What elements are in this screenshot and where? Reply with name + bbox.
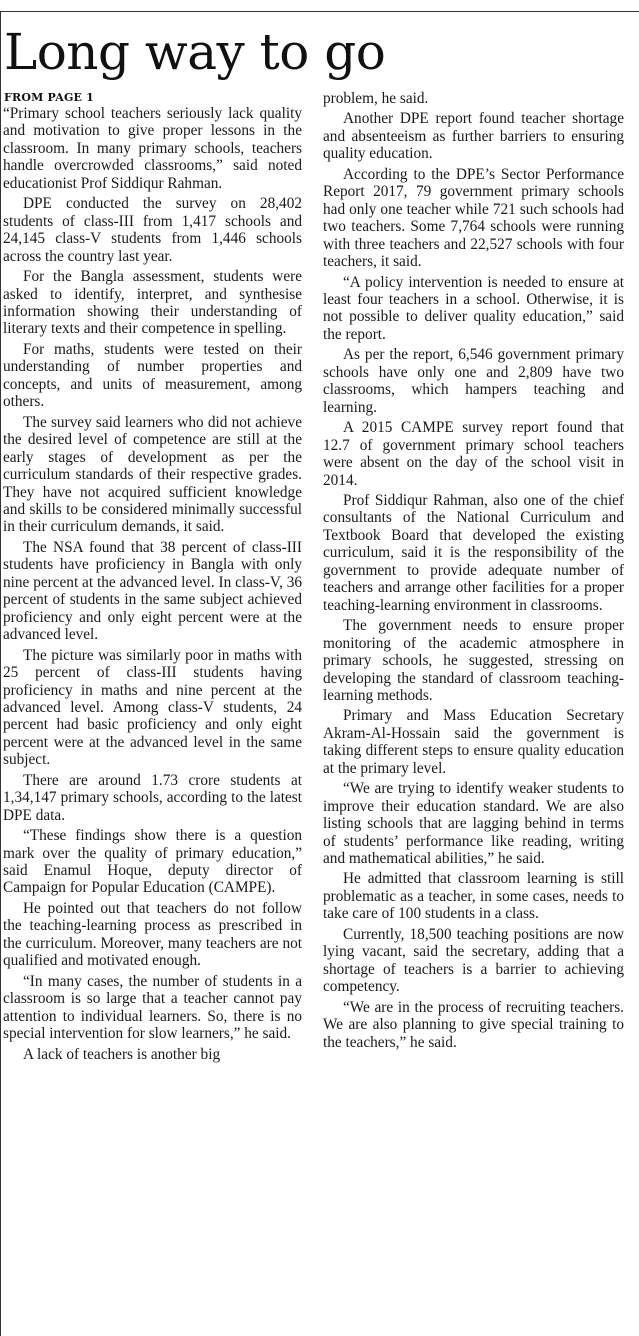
- paragraph: “Primary school teachers seriously lack quality and motivation to give proper lessons in the classroom. In many primary schools, teachers handle overcrowded classrooms,” said noted educationist Prof Siddiqur Rahman.: [3, 105, 302, 192]
- paragraph: Currently, 18,500 teaching positions are now lying vacant, said the secretary, adding that a shortage of teachers is a barrier to achieving competency.: [323, 925, 624, 996]
- paragraph: “These findings show there is a question mark over the quality of primary education,” said Enamul Hoque, deputy director of Campaign for Popular Education (CAMPE).: [3, 827, 302, 897]
- left-column: [3, 105, 302, 1333]
- paragraph: The government needs to ensure proper monitoring of the academic atmosphere in primary schools, he suggested, stressing on developing the standard of classroom teaching-learning methods.: [323, 617, 624, 704]
- paragraph: “We are trying to identify weaker students to improve their education standard. We are also listing schools that are lagging behind in terms of students’ performance like reading, writing and mathematical abilities,” he said.: [323, 780, 624, 868]
- paragraph: He admitted that classroom learning is still problematic as a teacher, in some cases, needs to take care of 100 students in a class.: [323, 870, 624, 923]
- paragraph: The NSA found that 38 percent of class-III students have proficiency in Bangla with only nine percent at the advanced level. In class-V, 36 percent of students in the same subject achieved proficiency and only eight percent were at the advanced level.: [3, 538, 302, 644]
- paragraph: According to the DPE’s Sector Performance Report 2017, 79 government primary schools had only one teacher while 721 such schools had two teachers. Some 7,764 schools were running with three teachers and 22,527 schools with four teachers, it said.: [323, 165, 624, 271]
- paragraph: There are around 1.73 crore students at 1,34,147 primary schools, according to the latest DPE data.: [3, 771, 302, 824]
- top-rule: [0, 11, 639, 12]
- paragraph: A 2015 CAMPE survey report found that 12.7 of government primary school teachers were absent on the day of the school visit in 2014.: [323, 419, 624, 489]
- paragraph: As per the report, 6,546 government primary schools have only one and 2,809 have two classrooms, which hampers teaching and learning.: [323, 346, 624, 416]
- paragraph: problem, he said.: [323, 90, 429, 107]
- right-column: [323, 90, 624, 1333]
- paragraph: Prof Siddiqur Rahman, also one of the chief consultants of the National Curriculum and Textbook Board that developed the existing curriculum, said it is the responsibility of the government to provide adequate number of teachers and arrange other facilities for a proper teaching-learning environment in classrooms.: [323, 491, 624, 614]
- headline: Long way to go: [4, 23, 386, 81]
- paragraph: A lack of teachers is another big: [23, 1045, 221, 1063]
- paragraph: “We are in the process of recruiting teachers. We are also planning to give special training to the teachers,” he said.: [323, 998, 624, 1051]
- left-rule: [0, 11, 1, 1336]
- paragraph: “In many cases, the number of students in a classroom is so large that a teacher cannot pay attention to individual learners. So, there is no special intervention for slow learners,” he said.: [3, 972, 302, 1043]
- paragraph: Another DPE report found teacher shortage and absenteeism as further barriers to ensuring quality education.: [323, 110, 624, 163]
- paragraph: He pointed out that teachers do not follow the teaching-learning process as prescribed in the curriculum. Moreover, many teachers are not qualified and motivated enough.: [3, 899, 302, 970]
- paragraph: For maths, students were tested on their understanding of number properties and concepts, and units of measurement, among others.: [3, 340, 302, 411]
- paragraph: The survey said learners who did not achieve the desired level of competence are still at the early stages of development as per the curriculum standards of their respective grades. They have not acquired sufficient knowledge and skills to be considered minimally successful in their curriculum demands, it said.: [3, 413, 302, 536]
- paragraph: “A policy intervention is needed to ensure at least four teachers in a school. Otherwise, it is not possible to deliver quality education,” said the report.: [323, 273, 624, 343]
- paragraph: Primary and Mass Education Secretary Akram-Al-Hossain said the government is taking different steps to ensure quality education at the primary level.: [323, 707, 624, 777]
- paragraph: The picture was similarly poor in maths with 25 percent of class-III students having proficiency in maths and nine percent at the advanced level. Among class-V students, 24 percent had basic proficiency and only eight percent were at the advanced level in the same subject.: [3, 646, 302, 769]
- kicker: FROM PAGE 1: [4, 91, 95, 104]
- paragraph: DPE conducted the survey on 28,402 students of class-III from 1,417 schools and 24,145 class-V students from 1,446 schools across the country last year.: [3, 195, 302, 265]
- paragraph: For the Bangla assessment, students were asked to identify, interpret, and synthesise information showing their understanding of literary texts and their competence in spelling.: [3, 268, 302, 338]
